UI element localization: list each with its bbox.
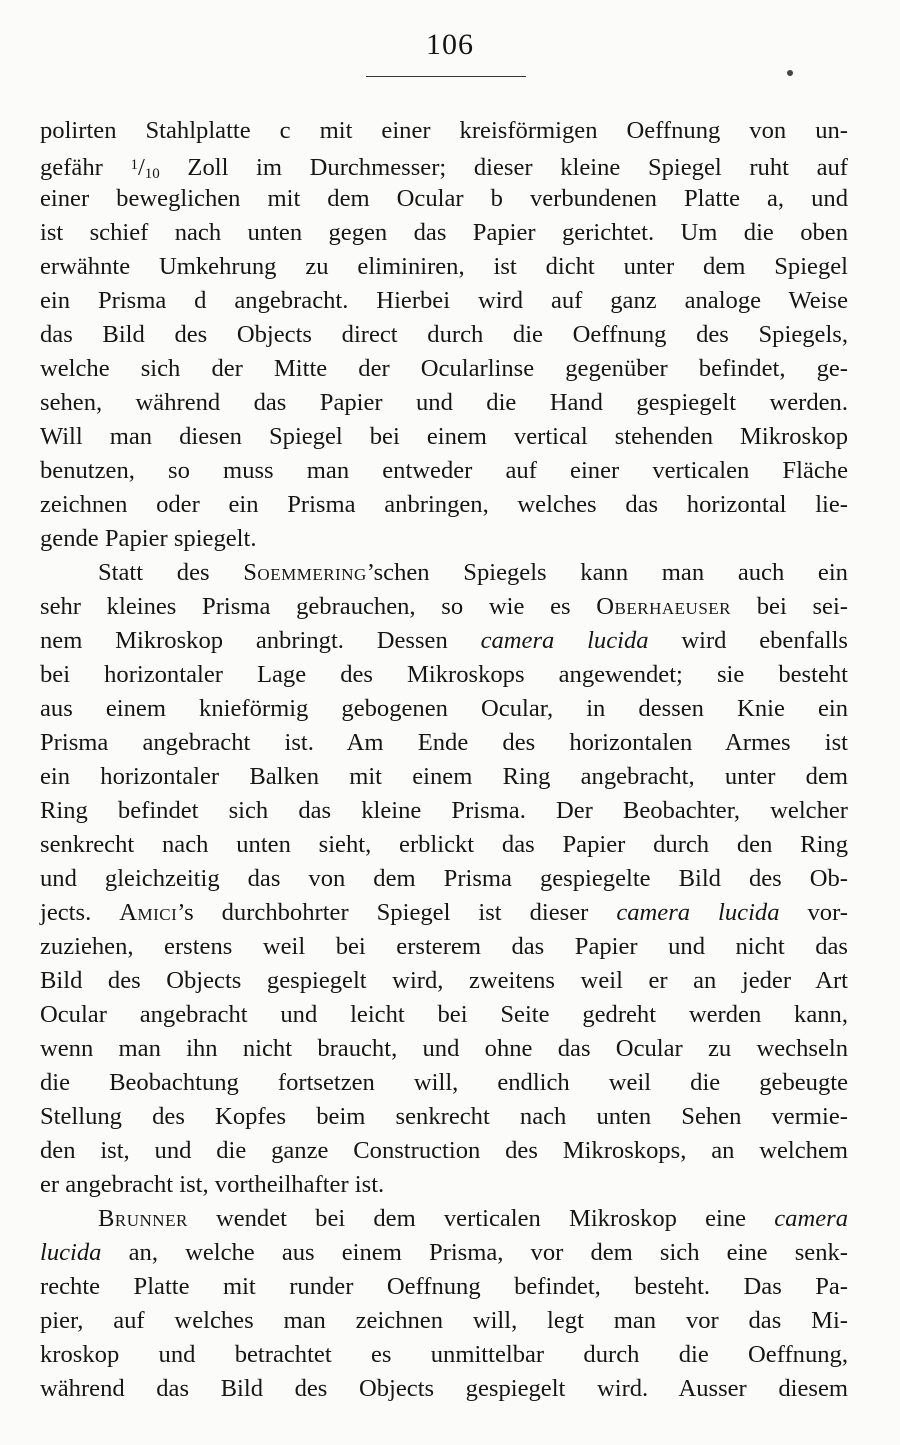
text-line (40, 794, 848, 828)
text-segment: Statt des (98, 559, 244, 586)
text-segment: an, welche aus einem Prisma, vor dem sich eine senk- (101, 1239, 848, 1266)
text-line (40, 386, 848, 420)
text-line (40, 760, 848, 794)
text-segment: polirten Stahlplatte c mit einer kreisförmigen Oeffnung von un- (40, 117, 848, 144)
text-line (40, 1304, 848, 1338)
text-segment: Ocular angebracht und leicht bei Seite gedreht werden kann, (40, 1001, 848, 1028)
text-segment: Will man diesen Spiegel bei einem vertical stehenden Mikroskop (40, 423, 848, 450)
text-segment: er angebracht ist, vortheilhafter ist. (40, 1171, 385, 1198)
text-segment: wenn man ihn nicht braucht, und ohne das Ocular zu wechseln (40, 1035, 848, 1062)
text-segment: einer beweglichen mit dem Ocular b verbundenen Platte a, und (40, 185, 848, 212)
text-line (40, 930, 848, 964)
text-segment: das Bild des Objects direct durch die Oeffnung des Spiegels, (40, 321, 848, 348)
text-segment: 1 (130, 157, 138, 173)
text-segment: wird ebenfalls (648, 627, 848, 654)
text-segment: erwähnte Umkehrung zu eliminiren, ist dicht unter dem Spiegel (40, 253, 848, 280)
body-text (40, 114, 848, 1406)
emphasis-text: camera (774, 1205, 848, 1232)
text-segment: rechte Platte mit runder Oeffnung befindet, besteht. Das Pa- (40, 1273, 848, 1300)
text-segment: jects. (40, 899, 120, 926)
text-segment: sehr kleines Prisma gebrauchen, so wie es (40, 593, 597, 620)
text-line (40, 998, 848, 1032)
text-segment: ist schief nach unten gegen das Papier gerichtet. Um die oben (40, 219, 848, 246)
text-line (40, 318, 848, 352)
text-line (40, 1032, 848, 1066)
text-line (40, 352, 848, 386)
text-line (40, 1100, 848, 1134)
text-segment: ein Prisma d angebracht. Hierbei wird auf ganz analoge Weise (40, 287, 848, 314)
person-name: Oberhaeuser (596, 593, 732, 620)
text-line (40, 250, 848, 284)
emphasis-text: camera lucida (480, 627, 649, 654)
text-line (40, 862, 848, 896)
text-segment: bei sei- (731, 593, 848, 620)
text-segment: ’schen Spiegels kann man auch ein (366, 559, 848, 586)
text-line (40, 726, 848, 760)
text-line (40, 284, 848, 318)
text-segment: welche sich der Mitte der Ocularlinse gegenüber befindet, ge- (40, 355, 848, 382)
text-segment: zeichnen oder ein Prisma anbringen, welches das horizontal lie- (40, 491, 848, 518)
text-line (40, 1168, 848, 1202)
text-line (40, 692, 848, 726)
text-segment: 10 (144, 166, 160, 182)
text-line (40, 488, 848, 522)
text-segment: Zoll im Durchmesser; dieser kleine Spiegel ruht auf (159, 154, 848, 181)
text-segment: senkrecht nach unten sieht, erblickt das Papier durch den Ring (40, 831, 848, 858)
print-speck (787, 70, 793, 76)
text-line (40, 148, 848, 182)
text-segment: nem Mikroskop anbringt. Dessen (40, 627, 481, 654)
text-segment: pier, auf welches man zeichnen will, legt man vor das Mi- (40, 1307, 848, 1334)
text-segment: wendet bei dem verticalen Mikroskop eine (187, 1205, 775, 1232)
text-segment: die Beobachtung fortsetzen will, endlich weil die gebeugte (40, 1069, 848, 1096)
text-segment: Stellung des Kopfes beim senkrecht nach unten Sehen vermie- (40, 1103, 848, 1130)
header-rule (366, 76, 526, 77)
text-line (40, 1372, 848, 1406)
text-segment: ein horizontaler Balken mit einem Ring angebracht, unter dem (40, 763, 848, 790)
text-segment: Prisma angebracht ist. Am Ende des horizontalen Armes ist (40, 729, 848, 756)
text-segment: und gleichzeitig das von dem Prisma gespiegelte Bild des Ob- (40, 865, 848, 892)
text-line (40, 182, 848, 216)
text-line (40, 216, 848, 250)
text-line (40, 420, 848, 454)
text-segment: gefähr (40, 154, 131, 181)
text-line (40, 1134, 848, 1168)
text-segment: aus einem knieförmig gebogenen Ocular, in dessen Knie ein (40, 695, 848, 722)
text-line (40, 114, 848, 148)
text-segment: gende Papier spiegelt. (40, 525, 257, 552)
text-line (40, 590, 848, 624)
emphasis-text: camera lucida (616, 899, 780, 926)
text-segment: zuziehen, erstens weil bei ersterem das Papier und nicht das (40, 933, 848, 960)
text-segment: ’s durchbohrter Spiegel ist dieser (177, 899, 617, 926)
person-name: Amici (119, 899, 178, 926)
text-segment: / (137, 154, 145, 181)
text-line (40, 454, 848, 488)
text-segment: sehen, während das Papier und die Hand gespiegelt werden. (40, 389, 848, 416)
person-name: Soemmering (243, 559, 367, 586)
text-line (40, 522, 848, 556)
text-segment: benutzen, so muss man entweder auf einer verticalen Fläche (40, 457, 848, 484)
text-line (40, 658, 848, 692)
text-line (40, 1202, 848, 1236)
text-line (40, 624, 848, 658)
text-segment: vor- (779, 899, 848, 926)
text-segment: den ist, und die ganze Construction des Mikroskops, an welchem (40, 1137, 848, 1164)
text-line (40, 1270, 848, 1304)
page-number: 106 (426, 28, 474, 61)
text-segment: Ring befindet sich das kleine Prisma. Der Beobachter, welcher (40, 797, 848, 824)
text-segment: bei horizontaler Lage des Mikroskops angewendet; sie besteht (40, 661, 848, 688)
text-line (40, 1066, 848, 1100)
text-line (40, 1236, 848, 1270)
text-line (40, 828, 848, 862)
text-line (40, 556, 848, 590)
person-name: Brunner (98, 1205, 188, 1232)
text-segment: kroskop und betrachtet es unmittelbar durch die Oeffnung, (40, 1341, 848, 1368)
emphasis-text: lucida (40, 1239, 102, 1266)
text-segment: während das Bild des Objects gespiegelt wird. Ausser diesem (40, 1375, 848, 1402)
text-line (40, 896, 848, 930)
text-line (40, 1338, 848, 1372)
text-segment: Bild des Objects gespiegelt wird, zweitens weil er an jeder Art (40, 967, 848, 994)
text-line (40, 964, 848, 998)
